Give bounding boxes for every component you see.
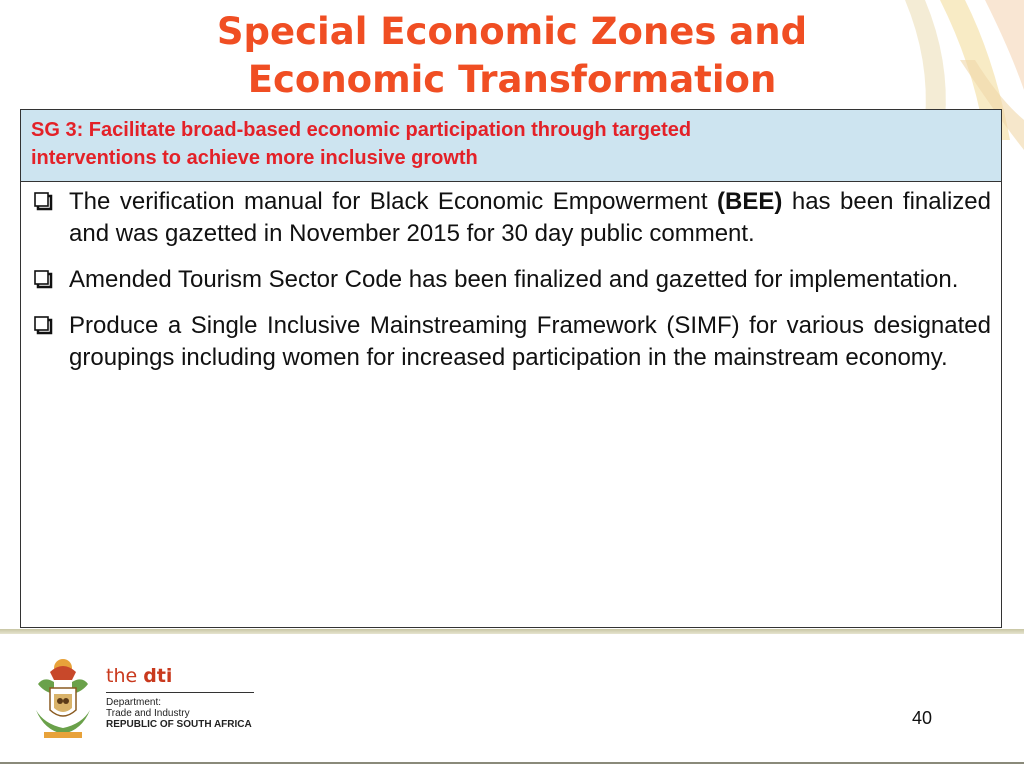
bullet-text-bold: (BEE) (717, 188, 783, 215)
content-box (20, 109, 1002, 628)
bottom-rule (0, 762, 1024, 764)
department-line-1: Department: (106, 697, 162, 708)
footer-divider (0, 629, 1024, 634)
box-heading-line-2: interventions to achieve more inclusive growth (31, 147, 478, 169)
bullet-item (31, 264, 991, 296)
department-label (106, 697, 252, 730)
box-heading (21, 110, 1001, 182)
bullet-item (31, 310, 991, 374)
dti-logo-dti: dti (143, 665, 173, 687)
department-line-3: REPUBLIC OF SOUTH AFRICA (106, 719, 252, 730)
checkbox-square-icon (33, 269, 53, 289)
dti-logo (106, 664, 172, 688)
coat-of-arms-icon (30, 654, 96, 740)
bullet-item (31, 186, 991, 250)
checkbox-square-icon (33, 191, 53, 211)
title-line-1: Special Economic Zones and (216, 10, 808, 53)
department-line-2: Trade and Industry (106, 708, 190, 719)
bullet-text-post: has been finalized and was gazetted in November 2015 for 30 day public comment. (69, 188, 991, 247)
box-heading-line-1: SG 3: Facilitate broad-based economic participation through targeted (31, 119, 692, 141)
dti-logo-rule (106, 692, 254, 693)
page-number: 40 (912, 708, 933, 728)
title-line-2: Economic Transformation (247, 58, 777, 101)
bullet-text-pre: The verification manual for Black Economic Empowerment (69, 188, 718, 215)
bullet-list (21, 182, 1001, 374)
checkbox-square-icon (33, 315, 53, 335)
dti-logo-the: the (106, 665, 138, 687)
bullet-text: Amended Tourism Sector Code has been finalized and gazetted for implementation. (69, 266, 959, 293)
bullet-text: Produce a Single Inclusive Mainstreaming Framework (SIMF) for various designated groupings including women for increased participation in the mainstream economy. (69, 312, 991, 371)
page-title (0, 8, 1024, 104)
